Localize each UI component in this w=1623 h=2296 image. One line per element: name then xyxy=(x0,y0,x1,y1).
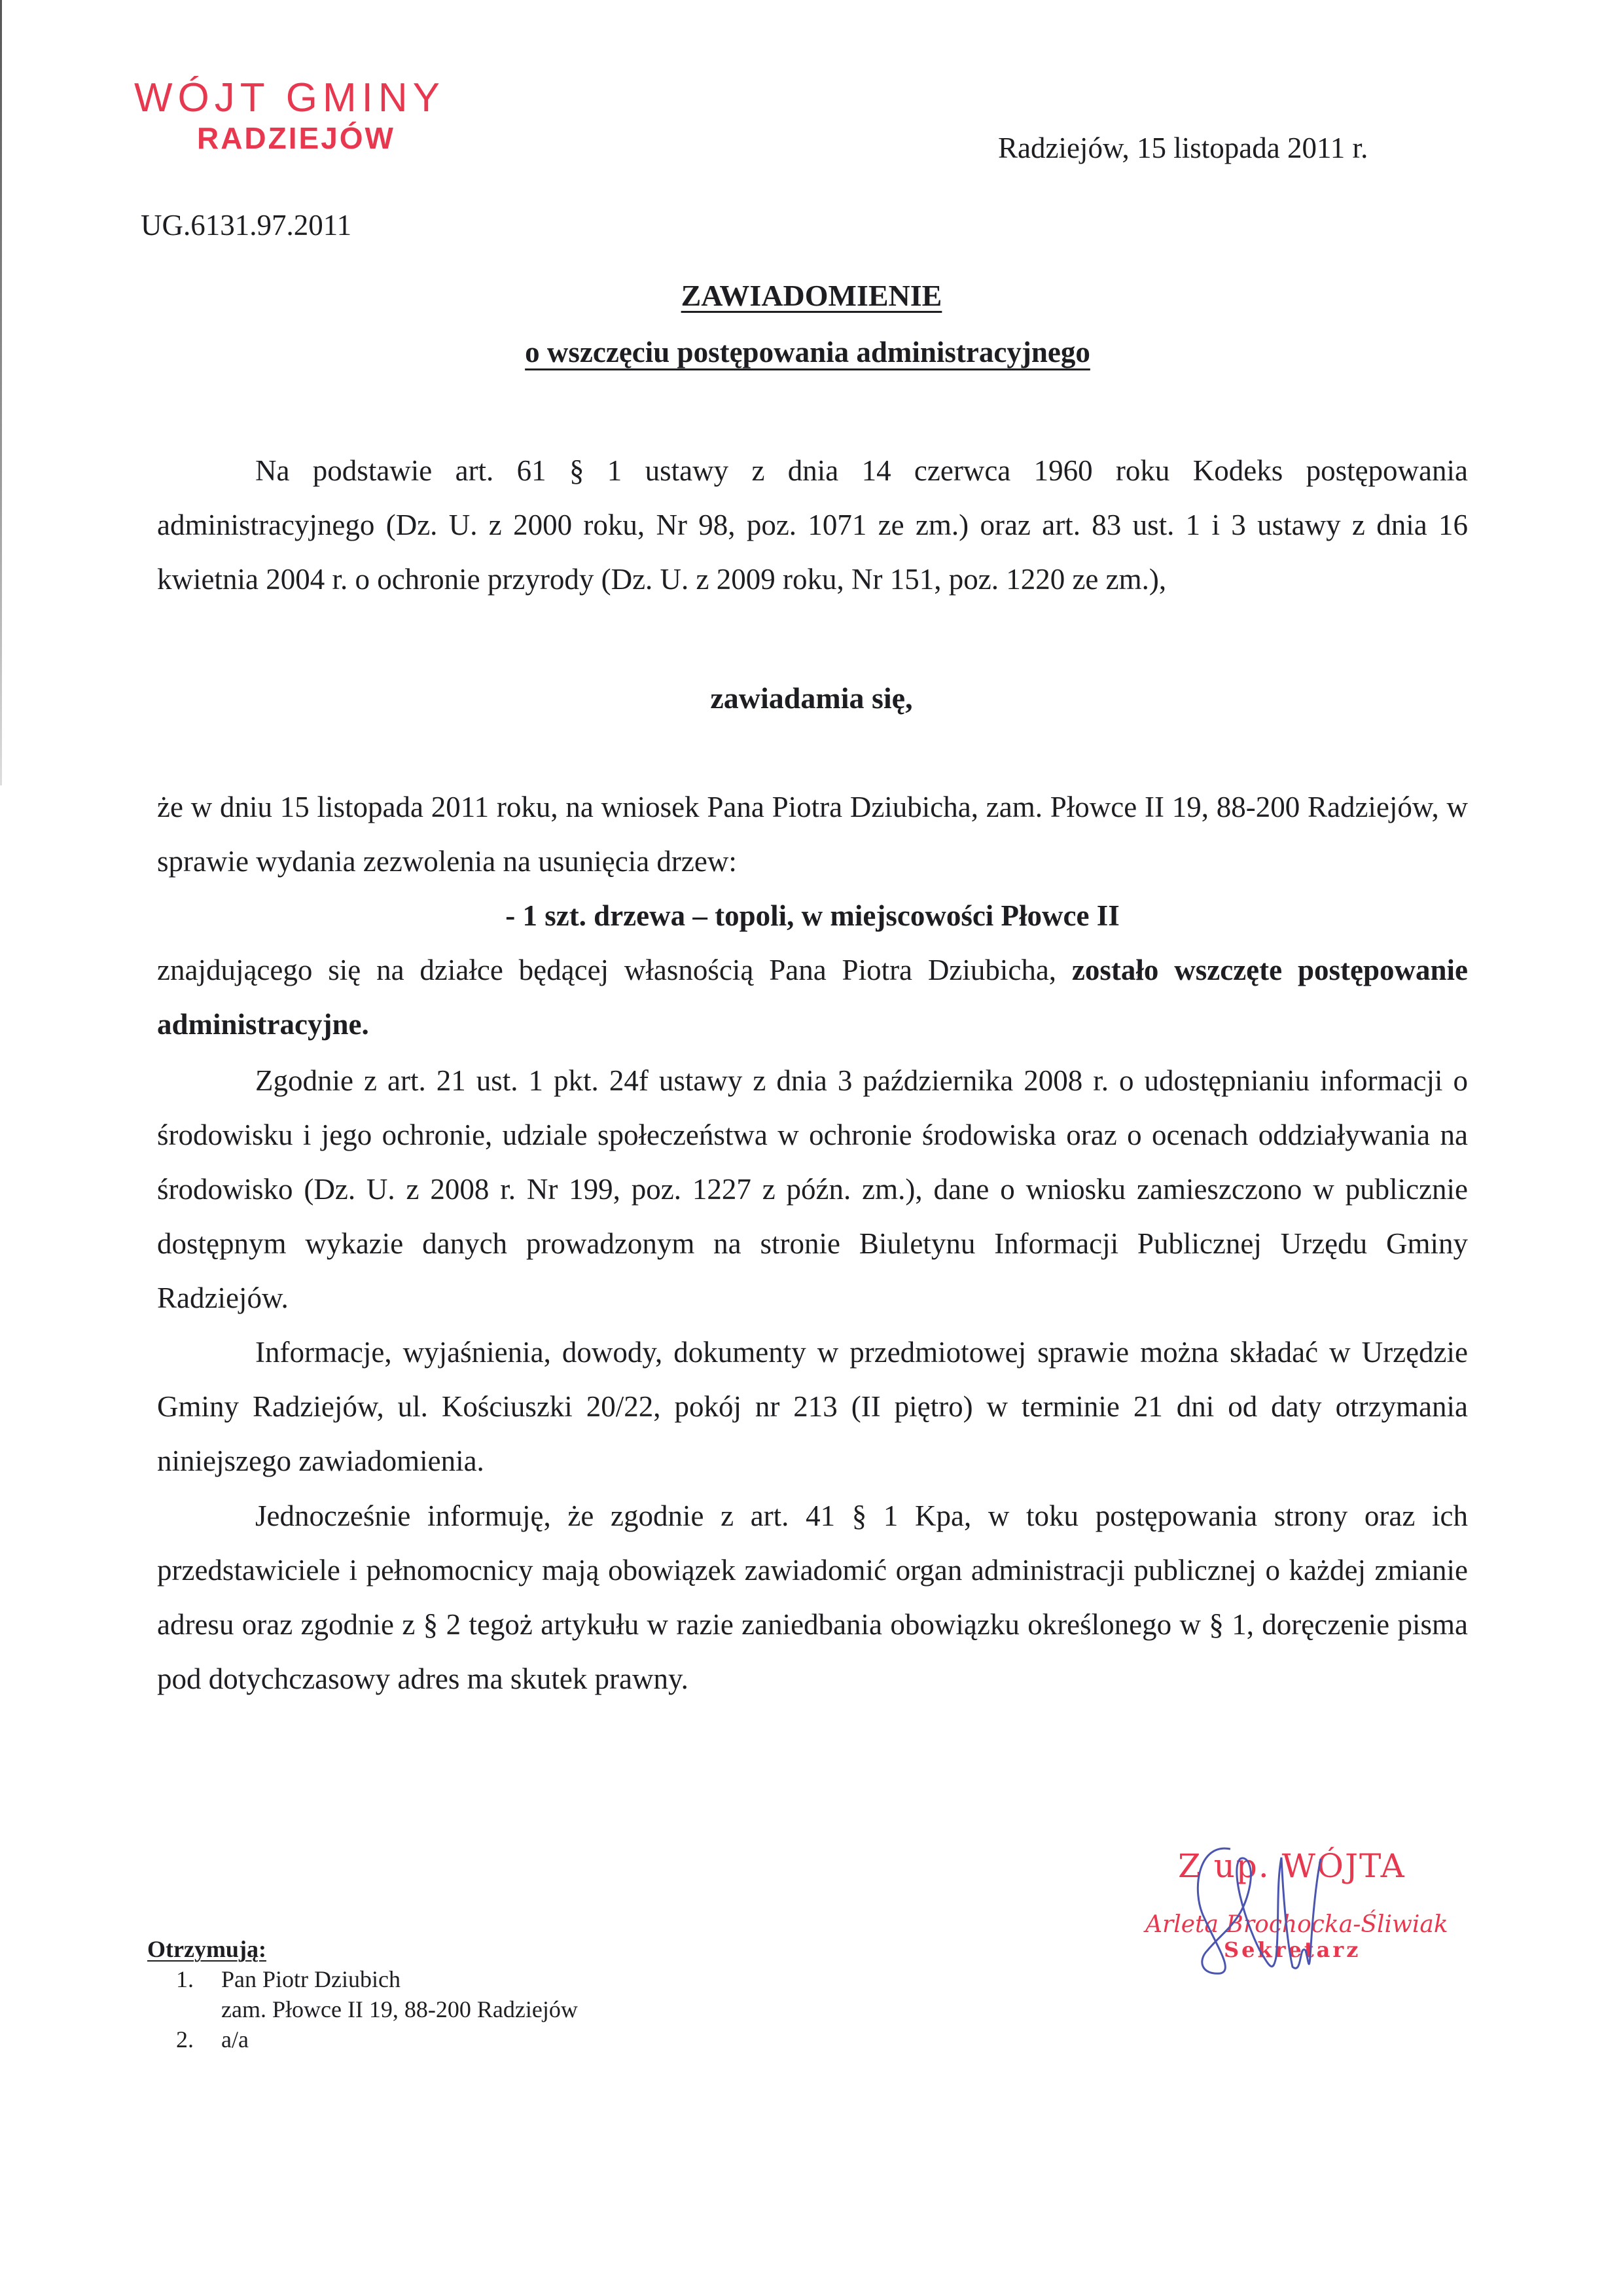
recipient-item xyxy=(147,2024,578,2054)
paragraph-2-continuation: znajdującego się na działce będącej własnością Pana Piotra Dziubicha, xyxy=(157,954,1057,986)
paragraph-3-text: Zgodnie z art. 21 ust. 1 pkt. 24f ustawy z dnia 3 października 2008 r. o udostępnianiu informacji o środowisku i jego ochronie, udziale społeczeństwa w ochronie środowiska oraz o ocenach oddziaływania na środowisko (Dz. U. z 2008 r. Nr 199, poz. 1227 z późn. zm.), dane o wniosku zamieszczono w publicznie dostępnym wykazie danych prowadzonym na stronie Biuletynu Informacji Publicznej Urzędu Gminy Radziejów. xyxy=(157,1064,1468,1314)
reference-number: UG.6131.97.2011 xyxy=(141,209,352,242)
stamp-line-2: RADZIEJÓW xyxy=(196,121,395,155)
paragraph-4-text: Informacje, wyjaśnienia, dowody, dokumenty w przedmiotowej sprawie można składać w Urzędzie Gminy Radziejów, ul. Kościuszki 20/22, pokój nr 213 (II piętro) w terminie 21 dni od daty otrzymania niniejszego zawiadomienia. xyxy=(157,1336,1468,1477)
recipient-number: 1. xyxy=(176,1966,194,1992)
recipients-header: Otrzymują: xyxy=(147,1936,266,1962)
recipient-address: zam. Płowce II 19, 88-200 Radziejów xyxy=(221,1996,578,2022)
paragraph-submissions xyxy=(157,1325,1468,1488)
place-date: Radziejów, 15 listopada 2011 r. xyxy=(998,132,1368,164)
paragraph-address-change xyxy=(157,1489,1468,1706)
paragraph-2-bold: zostało wszczęte postępowanie administracyjne. xyxy=(157,954,1468,1041)
stamp-line-1: WÓJT GMINY xyxy=(134,75,445,120)
recipient-name: Pan Piotr Dziubich xyxy=(221,1966,401,1992)
document-subtitle xyxy=(0,335,1623,369)
signature-stamp-role: Sekretarz xyxy=(1224,1937,1361,1962)
recipients-list xyxy=(147,1934,578,2054)
document-title-text: ZAWIADOMIENIE xyxy=(681,279,942,312)
paragraph-5-text: Jednocześnie informuję, że zgodnie z art. 41 § 1 Kpa, w toku postępowania strony oraz ich przedstawiciele i pełnomocnicy mają obowiązek zawiadomić organ administracji publicznej o każdej zmianie adresu oraz zgodnie z § 2 tegoż artykułu w razie zaniedbania obowiązku określonego w § 1, doręczenie pisma pod dotychczasowy adres ma skutek prawny. xyxy=(157,1499,1468,1695)
signature-stamp-name: Arleta Brochocka-Śliwiak xyxy=(1145,1911,1448,1938)
signature-block xyxy=(1113,1806,1472,1977)
document-subtitle-text: o wszczęciu postępowania administracyjnego xyxy=(525,336,1090,368)
handwritten-signature-icon xyxy=(1113,1806,1472,1977)
office-stamp xyxy=(134,75,445,155)
announcement: zawiadamia się, xyxy=(710,681,913,715)
scan-edge xyxy=(0,0,2,785)
paragraph-case xyxy=(157,780,1468,1052)
recipient-item xyxy=(147,1964,578,2024)
paragraph-1-text: Na podstawie art. 61 § 1 ustawy z dnia 14 czerwca 1960 roku Kodeks postępowania administracyjnego (Dz. U. z 2000 roku, Nr 98, poz. 1071 ze zm.) oraz art. 83 ust. 1 i 3 ustawy z dnia 16 kwietnia 2004 r. o ochronie przyrody (Dz. U. z 2009 roku, Nr 151, poz. 1220 ze zm.), xyxy=(157,454,1468,596)
recipient-name: a/a xyxy=(221,2026,249,2053)
document-title xyxy=(0,278,1623,313)
paragraph-2-intro: że w dniu 15 listopada 2011 roku, na wniosek Pana Piotra Dziubicha, zam. Płowce II 19, 88-200 Radziejów, w sprawie wydania zezwolenia na usunięcia drzew: xyxy=(157,791,1468,878)
recipient-number: 2. xyxy=(176,2026,194,2053)
signature-stamp-line-1: Z up. WÓJTA xyxy=(1178,1847,1406,1885)
paragraph-public-info xyxy=(157,1054,1468,1325)
paragraph-legal-basis xyxy=(157,444,1468,607)
tree-item: - 1 szt. drzewa – topoli, w miejscowości Płowce II xyxy=(505,899,1120,932)
